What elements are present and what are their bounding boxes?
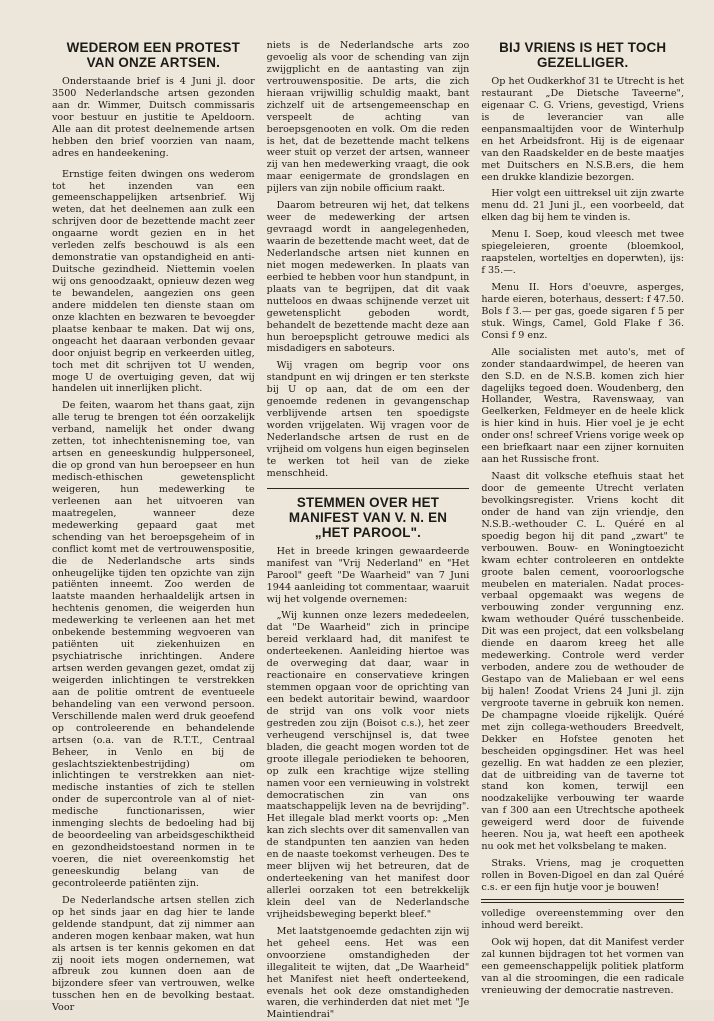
paragraph: Het in breede kringen gewaardeerde manifest van "Vrij Nederland" en "Het Parool" geeft "De Waarheid" van 7 Juni 1944 aanleiding tot commentaar, waaruit wij het volgende overnemen: bbox=[266, 545, 470, 605]
headline-line: WEDEROM EEN PROTEST bbox=[66, 40, 241, 55]
headline-line: STEMMEN OVER HET bbox=[296, 494, 440, 510]
divider bbox=[481, 899, 684, 903]
paragraph: Wij vragen om begrip voor ons standpunt en wij dringen er ten sterkste bij U op aan, dat de om een der genoemde redenen in gevangenschap verblijvende artsen ten spoedigste worden vrijgelaten. Wij vragen voor de Nederlandsche artsen de rust en de vrijheid om volgens hun eigen beginselen te werken tot heil van de zieke menschheid. bbox=[266, 360, 470, 479]
paragraph: Straks. Vriens, mag je croquetten rollen in Boven-Digoel en dan zal Quéré c.s. er een fijn hutje voor je bouwen! bbox=[481, 858, 685, 893]
headline-line: GEZELLIGER. bbox=[536, 55, 629, 70]
paragraph: Met laatstgenoemde gedachten zijn wij het geheel eens. Het was een onvoorziene omstandigheden der illegaliteit te wijten, dat „De Waarheid" het Manifest niet heeft onderteekend, evenals het ook deze omstandigheden waren, die verhinderden dat niet met "Je Maintiendrai" bbox=[266, 925, 470, 1021]
paragraph: Hier volgt een uittreksel uit zijn zwarte menu dd. 21 Juni jl., een voorbeeld, dat elken dag bij hem te vinden is. bbox=[481, 188, 685, 224]
headline-bij-vriens bbox=[481, 40, 684, 70]
paragraph: Menu II. Hors d'oeuvre, asperges, harde eieren, boterhaus, dessert: f 47.50. Bols f 3.— per gas, goede sigaren f 5 per stuk. Wings, Camel, Gold Flake f 36. Consi f 9 enz. bbox=[481, 282, 685, 341]
columns bbox=[52, 40, 685, 1021]
paragraph: „Wij kunnen onze lezers mededeelen, dat "De Waarheid" zich in principe bereid verklaard had, dit manifest te onderteekenen. Aanleiding hiertoe was de overweging dat daar, waar in reactionaire en conservatieve kringen stemmen opgaan voor de oprichting van een bedekt autoritair bewind, waardoor de strijd van ons volk voor niets gestreden zou zijn (Boisot c.s.), het zeer verheugend verschijnsel is, dat twee bladen, die geacht mogen worden tot de groote illegale periodieken te behooren, op zulk een krachtige wijze stelling namen voor een vernieuwing in volstrekt democratischen zin van ons maatschappelijk leven na de bevrijding". Het illegale blad merkt voorts op: „Men kan zich slechts over dit samenvallen van de standpunten ten aanzien van heden en de naaste toekomst verheugen. Des te meer blijven wij het betreuren, dat de onderteekening van het manifest door allerlei oorzaken tot een betrekkelijk klein deel van de Nederlandsche vrijheidsbeweging beperkt bleef." bbox=[266, 610, 470, 920]
headline-line: BIJ VRIENS IS HET TOCH bbox=[499, 40, 667, 55]
headline-line: „HET PAROOL". bbox=[314, 524, 422, 540]
paragraph: Naast dit volksche etefhuis staat het door de gemeente Utrecht verlaten bevolkingsregister. Vriens kocht dit onder de hand van zijn vriendje, den N.S.B.-wethouder C. L. Quéré en al spoedig begon hij dit pand „zwart" te verbouwen. Bouw- en Woningtoezicht kwam echter controleeren en ontdekte groote balen cement, vooroorlogsche meubelen en materialen. Nadat proces-verbaal opgemaakt was wegens de verbouwing zonder vergunning enz. kwam wethouder Quéré tusschenbeide. Dit was een project, dat een volksbelang diende en daarom kreeg het alle medewerking. Controle werd verder verboden, andere zou de wethouder de Gestapo van de Maliebaan er wel eens bij halen! Zoodat Vriens 24 Juni jl. zijn vergroote taverne in gebruik kon nemen. De champagne vloeide rijkelijk. Quéré met zijn collega-wethouders Breedvelt, Dekker en Hofstee genoten het bescheiden opgingsdiner. Het was heel gezellig. En wat hadden ze een plezier, dat de uitbreiding van de taverne tot stand kon komen, terwijl een noodzakelijke verbouwing ter waarde van f 300 aan een Utrechtsche apotheek geweigerd werd door de fuivende heeren. Nou ja, wat heeft een apotheek nu ook met het volksbelang te maken. bbox=[481, 471, 685, 853]
headline-stemmen-manifest bbox=[267, 495, 470, 540]
paragraph: Ook wij hopen, dat dit Manifest verder zal kunnen bijdragen tot het vormen van een gemeenschappelijk politiek platform van al die stroomingen, die een radicale vrenieuwing der democratie nastreven. bbox=[481, 936, 685, 996]
paragraph: volledige overeenstemming over den inhoud werd bereikt. bbox=[481, 907, 685, 931]
paragraph: Alle socialisten met auto's, met of zonder standaardwimpel, de heeren van den S.D. en de N.S.B. komen zich hier dagelijks tegoed doen. Woudenberg, den Hollander, Westra, Ravenswaay, van Geelkerken, Feldmeyer en de heele klick is hier kind in huis. Hier voel je je echt onder ons! schreef Vriens vorige week op een briefkaart naar een zijner kornuiten aan het Russische front. bbox=[481, 346, 685, 466]
column-2 bbox=[266, 40, 470, 1021]
headline-protest-artsen bbox=[52, 40, 255, 70]
headline-line: MANIFEST VAN V. N. EN bbox=[288, 509, 448, 525]
paragraph: Op het Oudkerkhof 31 te Utrecht is het restaurant „De Dietsche Taveerne", eigenaar C. G. Vriens, gevestigd, Vriens is de leverancier van alle eenpansmaaltijden voor de Winterhulp en het Arbeidsfront. Hij is de eigenaar van den Raadskelder en de beste maatjes met Duitschers en N.S.B.ers, die hem een drukke klandizie bezorgen. bbox=[481, 76, 685, 183]
paragraph: Daarom betreuren wij het, dat telkens weer de medewerking der artsen gevraagd wordt in aangelegenheden, waarin de bezettende macht weet, dat de Nederlandsche artsen niet kunnen en niet mogen medewerken. In plaats van eerbied te hebben voor hun standpunt, in plaats van te begrijpen, dat dit vaak nutteloos en dwaas schijnende verzet uit gewetensplicht geboden wordt, behandelt de bezettende macht deze aan hun beroepsplicht getrouwe medici als misdadigers en saboteurs. bbox=[266, 200, 470, 355]
column-1 bbox=[52, 40, 255, 1014]
paragraph: Menu I. Soep, koud vleesch met twee spiegeleieren, groente (bloemkool, raapstelen, worteltjes en doperwten), ijs: f 35.—. bbox=[481, 229, 685, 277]
column-3 bbox=[481, 40, 685, 996]
headline-line: VAN ONZE ARTSEN. bbox=[86, 55, 221, 70]
paragraph: Onderstaande brief is 4 Juni jl. door 3500 Nederlandsche artsen gezonden aan dr. Wimmer, Duitsch commissaris voor bestuur en justitie te Apeldoorn. Alle aan dit protest deelnemende artsen hebben den brief voorzien van naam, adres en handeekening. bbox=[52, 76, 255, 159]
paragraph: Ernstige feiten dwingen ons wederom tot het inzenden van een gemeenschappelijken artsenbrief. Wij weten, dat het deelnemen aan zulk een schrijven door de bezettende macht zeer ongaarne wordt gezien en in het verleden zelfs beschouwd is als een demonstratie van opstandigheid en anti-Duitsche gezindheid. Niettemin voelen wij ons genoodzaakt, opnieuw dezen weg te bewandelen, aangezien ons geen andere middelen ten dienste staan om onze klachten en bezwaren te bevoegder plaatse kenbaar te maken. Dat wij ons, ongeacht het daaraan verbonden gevaar door onjuist begrip en verkeerden uitleg, toch met dit schrijven tot U wenden, moge U de overtuiging geven, dat wij handelen uit innerlijken plicht. bbox=[52, 168, 255, 395]
paragraph: niets is de Nederlandsche arts zoo gevoelig als voor de schending van zijn zwijgplicht en de aantasting van zijn vertrouwenspositie. De arts, die zich hieraan vrijwillig schuldig maakt, bant zichzelf uit de artsengemeenschap en verspeelt de achting van beroepsgenooten en volk. Om die reden is het, dat de bezettende macht telkens weer stuit op verzet der artsen, wanneer zij van hen medewerking vraagt, die ook maar eenigermate de grondslagen en pijlers van zijn nobile officium raakt. bbox=[266, 40, 470, 195]
paragraph: De feiten, waarom het thans gaat, zijn alle terug te brengen tot één oorzakelijk verband, namelijk het onder dwang zetten, tot inhechtenisneming toe, van artsen en geneeskundig hulppersoneel, die op grond van hun beroepseer en hun medisch-ethischen gewetensplicht weigeren, hun medewerking te verleenen aan het uitvoeren van maatregelen, wanneer deze medewerking gepaard gaat met schending van het beroepsgeheim of in conflict komt met de vertrouwenspositie, die de Nederlandsche arts sinds onheugelijke tijden ten opzichte van zijn patiënten inneemt. Zoo werden de laatste maanden herhaaldelijk artsen in hechtenis genomen, die weigerden hun medewerking te verleenen aan het met onbekende bestemming wegvoeren van patiënten uit ziekenhuizen en psychiatrische inrichtingen. Andere artsen werden gevangen gezet, omdat zij weigerden inlichtingen te verstrekken aan de politie omtrent de eventueele behandeling van een verwond persoon. Verschillende malen werd druk geoefend op controleerende en behandelende artsen (o.a. van de R.T.T., Centraal Beheer, in Venlo en bij de geslachtsziektenbestrijding) om inlichtingen te verstrekken aan niet-medische instanties of zich te stellen onder de supercontrole van al of niet-medische functionarissen, wier inmenging slechts de bedoeling had bij de beoordeeling van arbeidsgeschiktheid en gezondheidstoestand normen in te voeren, die niet overeenkomstig het geneeskundig belang van de gecontroleerde patiënten zijn. bbox=[52, 400, 255, 889]
paragraph: De Nederlandsche artsen stellen zich op het sinds jaar en dag hier te lande geldende standpunt, dat zij nimmer aan anderen mogen kenbaar maken, wat hun als artsen is ter kennis gekomen en dat zij nooit iets mogen ondernemen, wat afbreuk zou kunnen doen aan de bijzondere sfeer van vertrouwen, welke tusschen hen en de bevolking bestaat. Voor bbox=[52, 894, 255, 1014]
divider bbox=[267, 488, 470, 489]
